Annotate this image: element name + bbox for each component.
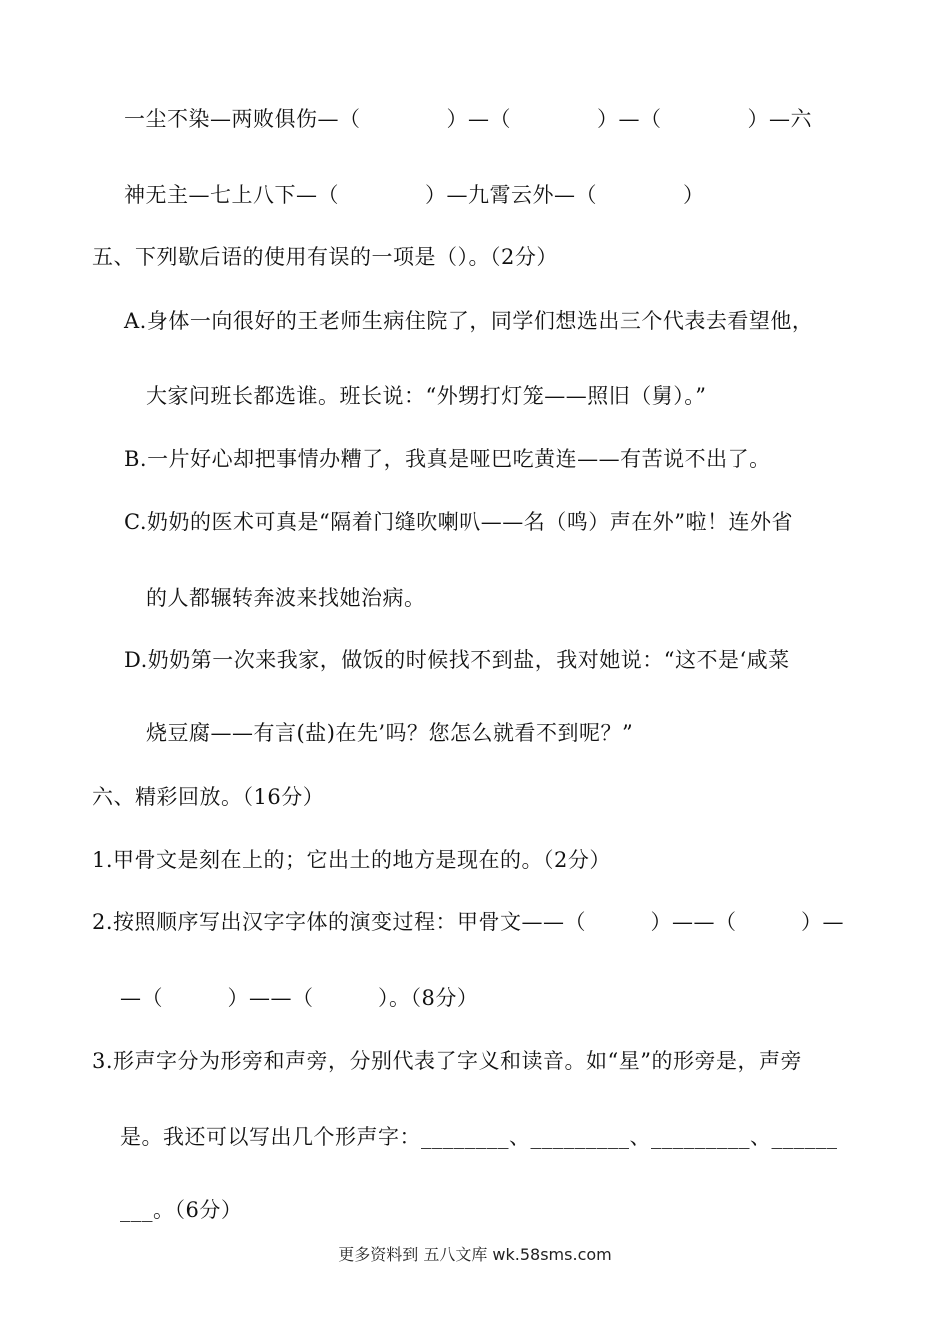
option-d-line-2: 烧豆腐——有言(盐)在先’吗？您怎么就看不到呢？” bbox=[146, 721, 634, 745]
question-2-line-1: 2.按照顺序写出汉字字体的演变过程：甲骨文——（ ）——（ ）— bbox=[92, 910, 845, 934]
section-heading-five: 五、下列歇后语的使用有误的一项是（）。（2分） bbox=[92, 245, 558, 269]
question-3-line-3: ___。（6分） bbox=[120, 1198, 243, 1222]
option-a-line-1: A.身体一向很好的王老师生病住院了，同学们想选出三个代表去看望他， bbox=[124, 309, 814, 333]
question-3-line-1: 3.形声字分为形旁和声旁，分别代表了字义和读音。如“星”的形旁是，声旁 bbox=[92, 1049, 803, 1073]
option-d-line-1: D.奶奶第一次来我家，做饭的时候找不到盐，我对她说：“这不是‘咸菜 bbox=[124, 648, 790, 672]
text-line-idiom-chain-1: 一尘不染—两败俱伤—（ ）—（ ）—（ ）—六 bbox=[124, 107, 812, 131]
question-3-line-2: 是。我还可以写出几个形声字：________、_________、_________、______ bbox=[120, 1125, 838, 1149]
option-a-line-2: 大家问班长都选谁。班长说：“外甥打灯笼——照旧（舅）。” bbox=[146, 384, 707, 408]
option-c-line-1: C.奶奶的医术可真是“隔着门缝吹喇叭——名（鸣）声在外”啦！连外省 bbox=[124, 510, 793, 534]
footer-source: 更多资料到 五八文库 wk.58sms.com bbox=[338, 1245, 612, 1264]
option-b: B.一片好心却把事情办糟了，我真是哑巴吃黄连——有苦说不出了。 bbox=[124, 447, 771, 471]
option-c-line-2: 的人都辗转奔波来找她治病。 bbox=[146, 586, 426, 610]
question-1: 1.甲骨文是刻在上的；它出土的地方是现在的。（2分） bbox=[92, 848, 611, 872]
section-heading-six: 六、精彩回放。（16分） bbox=[92, 785, 325, 809]
question-2-line-2: —（ ）——（ ）。（8分） bbox=[120, 986, 479, 1010]
text-line-idiom-chain-2: 神无主—七上八下—（ ）—九霄云外—（ ） bbox=[124, 183, 705, 207]
